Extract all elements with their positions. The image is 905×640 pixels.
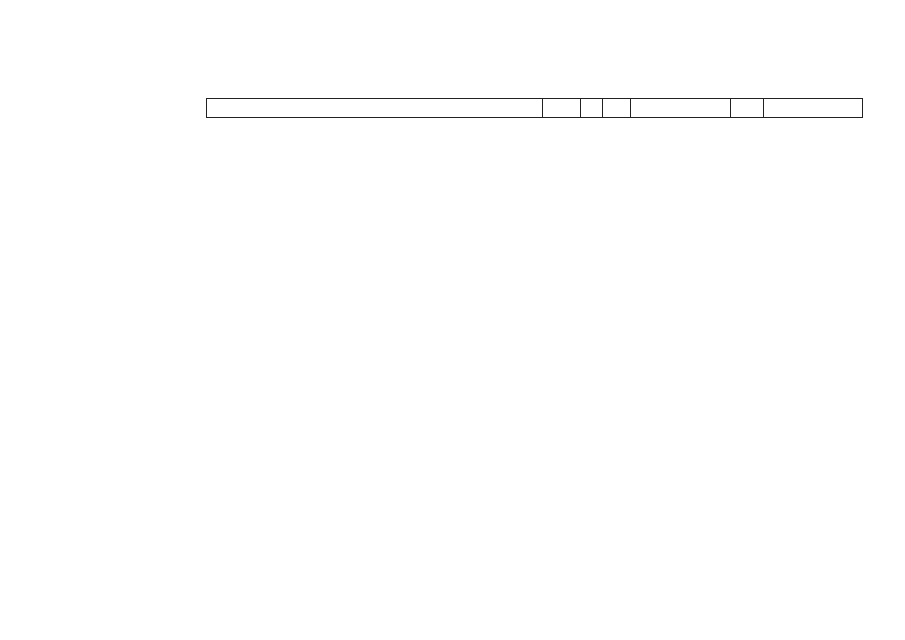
table-header [206, 98, 863, 118]
header-year [763, 99, 862, 117]
header-name [207, 99, 542, 117]
header-ved [542, 99, 580, 117]
header-pr [602, 99, 630, 117]
header-rz [580, 99, 602, 117]
header-csr [630, 99, 730, 117]
header-vr [730, 99, 763, 117]
